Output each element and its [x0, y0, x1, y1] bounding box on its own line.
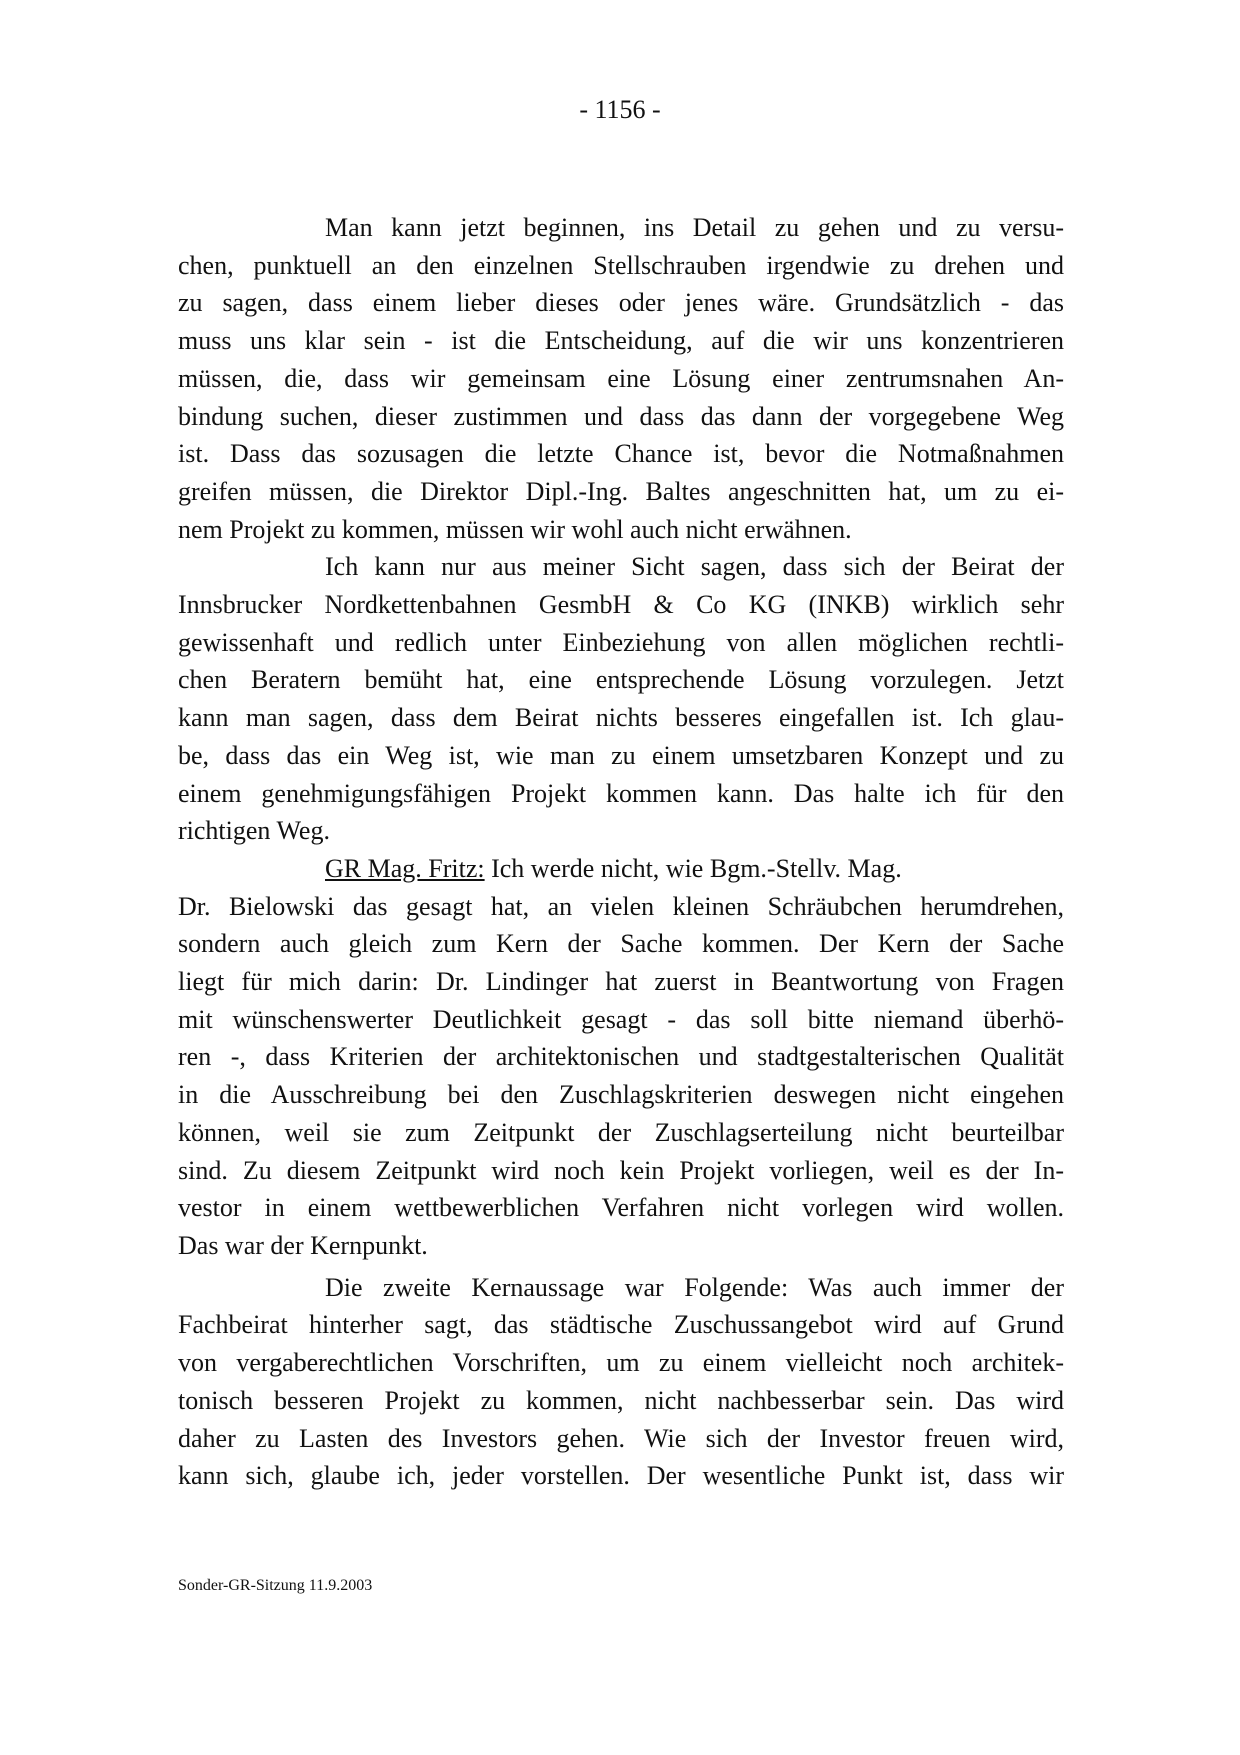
text-line: zu sagen, dass einem lieber dieses oder jenes wäre. Grundsätzlich - das [178, 288, 1064, 318]
text-line: kann sich, glaube ich, jeder vorstellen. Der wesentliche Punkt ist, dass wir [178, 1461, 1064, 1491]
paragraph-4 [178, 1269, 1064, 1495]
paragraph-3 [178, 850, 1064, 1265]
text-line: Ich kann nur aus meiner Sicht sagen, dass sich der Beirat der [325, 552, 1064, 582]
text-line: liegt für mich darin: Dr. Lindinger hat zuerst in Beantwortung von Fragen [178, 967, 1064, 997]
text-line: Man kann jetzt beginnen, ins Detail zu gehen und zu versu- [325, 213, 1064, 242]
text-line: richtigen Weg. [178, 816, 330, 846]
text-line: vestor in einem wettbewerblichen Verfahren nicht vorlegen wird wollen. [178, 1193, 1064, 1223]
text-line: einem genehmigungsfähigen Projekt kommen kann. Das halte ich für den [178, 778, 1064, 808]
text-line: chen Beratern bemüht hat, eine entsprechende Lösung vorzulegen. Jetzt [178, 665, 1064, 695]
text-line: sondern auch gleich zum Kern der Sache kommen. Der Kern der Sache [178, 929, 1064, 959]
text-line: Dr. Bielowski das gesagt hat, an vielen kleinen Schräubchen herumdrehen, [178, 891, 1064, 921]
text-line: ist. Dass das sozusagen die letzte Chance ist, bevor die Notmaßnahmen [178, 439, 1064, 469]
text-line: muss uns klar sein - ist die Entscheidung, auf die wir uns konzentrieren [178, 326, 1064, 356]
text-line: in die Ausschreibung bei den Zuschlagskriterien deswegen nicht eingehen [178, 1080, 1064, 1110]
speaker-line-text: Ich werde nicht, wie Bgm.-Stellv. Mag. [484, 853, 902, 883]
text-line: sind. Zu diesem Zeitpunkt wird noch kein Projekt vorliegen, weil es der In- [178, 1155, 1064, 1185]
text-line: tonisch besseren Projekt zu kommen, nicht nachbesserbar sein. Das wird [178, 1385, 1064, 1415]
text-line: nem Projekt zu kommen, müssen wir wohl auch nicht erwähnen. [178, 514, 852, 544]
document-body [178, 209, 1064, 1495]
text-line: von vergaberechtlichen Vorschriften, um zu einem vielleicht noch architek- [178, 1348, 1064, 1378]
text-line: daher zu Lasten des Investors gehen. Wie sich der Investor freuen wird, [178, 1423, 1064, 1453]
page-number: - 1156 - [579, 95, 661, 124]
text-line: können, weil sie zum Zeitpunkt der Zuschlagserteilung nicht beurteilbar [178, 1117, 1064, 1147]
text-line: Die zweite Kernaussage war Folgende: Was auch immer der [325, 1272, 1064, 1302]
speaker-line [178, 850, 1064, 888]
page-footer: Sonder-GR-Sitzung 11.9.2003 [178, 1577, 373, 1594]
text-line: bindung suchen, dieser zustimmen und dass das dann der vorgegebene Weg [178, 401, 1064, 431]
text-line: müssen, die, dass wir gemeinsam eine Lösung einer zentrumsnahen An- [178, 363, 1064, 393]
paragraph-1 [178, 209, 1064, 548]
paragraph-2 [178, 548, 1064, 850]
text-line: kann man sagen, dass dem Beirat nichts besseres eingefallen ist. Ich glau- [178, 703, 1064, 733]
text-line: Das war der Kernpunkt. [178, 1230, 428, 1260]
text-line: ren -, dass Kriterien der architektonischen und stadtgestalterischen Qualität [178, 1042, 1064, 1072]
text-line: mit wünschenswerter Deutlichkeit gesagt - das soll bitte niemand überhö- [178, 1004, 1064, 1034]
text-line: Fachbeirat hinterher sagt, das städtische Zuschussangebot wird auf Grund [178, 1310, 1064, 1340]
speaker-name: GR Mag. Fritz: [325, 853, 485, 883]
text-line: Innsbrucker Nordkettenbahnen GesmbH & Co KG (INKB) wirklich sehr [178, 590, 1064, 620]
text-line: be, dass das ein Weg ist, wie man zu einem umsetzbaren Konzept und zu [178, 740, 1064, 770]
text-line: chen, punktuell an den einzelnen Stellschrauben irgendwie zu drehen und [178, 250, 1064, 280]
text-line: gewissenhaft und redlich unter Einbeziehung von allen möglichen rechtli- [178, 627, 1064, 657]
text-line: greifen müssen, die Direktor Dipl.-Ing. Baltes angeschnitten hat, um zu ei- [178, 476, 1064, 506]
